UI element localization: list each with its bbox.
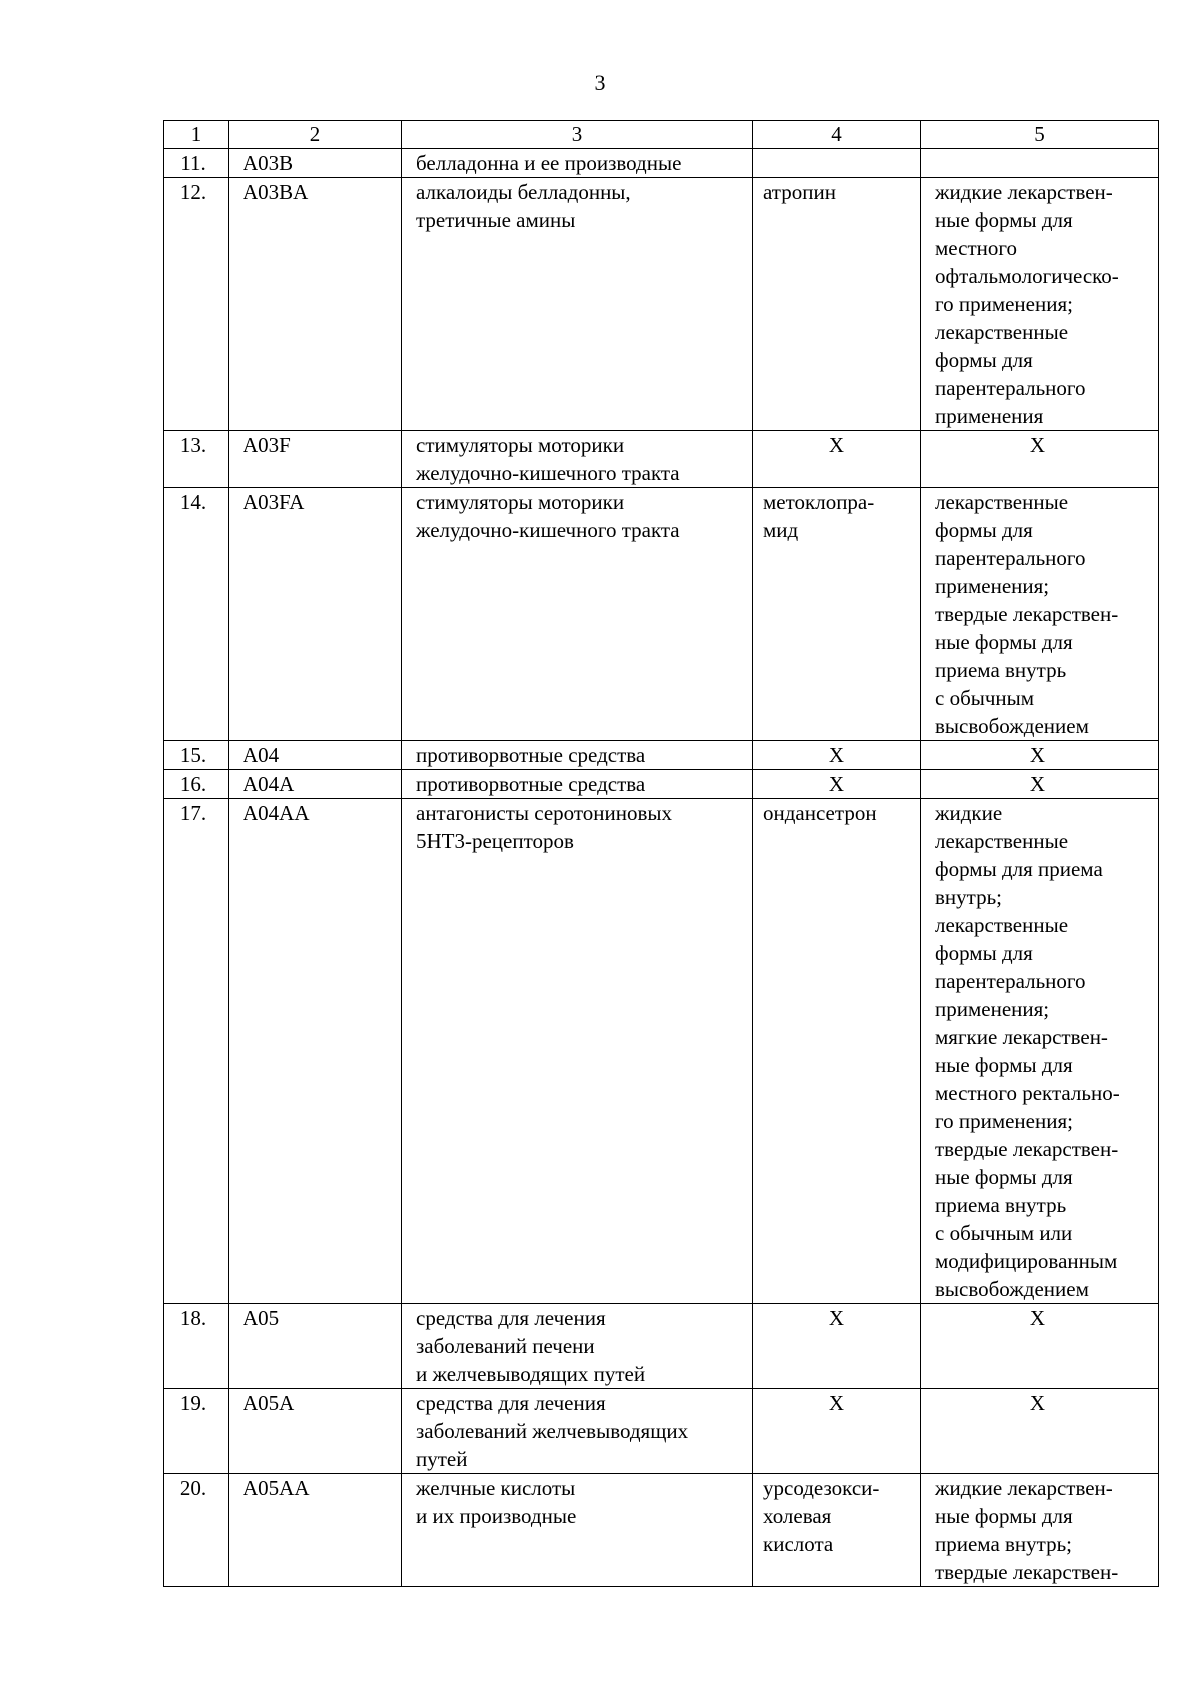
atc-code-text: A04 xyxy=(243,743,280,767)
table-row xyxy=(164,799,1159,1304)
dosage-form-text: жидкие лекарствен- ные формы для местного офтальмологическо- го применения; лекарственные формы для парентерального применения xyxy=(935,180,1119,428)
dosage-form-cell xyxy=(921,1474,1159,1587)
drug-name-text: урсодезокси- холевая кислота xyxy=(763,1476,880,1556)
drug-name-cell xyxy=(753,741,921,770)
column-header: 1 xyxy=(164,121,229,149)
dosage-form-cell xyxy=(921,770,1159,799)
atc-group-text: антагонисты серотониновых 5HT3-рецепторов xyxy=(416,801,672,853)
row-number-cell xyxy=(164,1389,229,1474)
dosage-form-cell xyxy=(921,149,1159,178)
dosage-form-text: X xyxy=(1029,743,1046,767)
atc-group-cell xyxy=(402,741,753,770)
atc-code-text: A04A xyxy=(243,772,295,796)
row-number-text: 20. xyxy=(179,1476,207,1500)
atc-code-cell xyxy=(229,488,402,741)
drug-name-text: атропин xyxy=(763,180,836,204)
row-number-cell xyxy=(164,488,229,741)
column-header: 2 xyxy=(229,121,402,149)
atc-code-text: A05 xyxy=(243,1306,280,1330)
table-header-row xyxy=(164,121,1159,149)
dosage-form-cell xyxy=(921,431,1159,488)
row-number-text: 18. xyxy=(179,1306,207,1330)
row-number-cell xyxy=(164,149,229,178)
atc-code-cell xyxy=(229,799,402,1304)
dosage-form-text: X xyxy=(1029,1306,1046,1330)
row-number-text: 16. xyxy=(179,772,207,796)
drug-name-text: метоклопра- мид xyxy=(763,490,875,542)
dosage-form-text: X xyxy=(1029,1391,1046,1415)
atc-group-text: стимуляторы моторики желудочно-кишечного тракта xyxy=(416,490,680,542)
drug-name-cell xyxy=(753,488,921,741)
atc-group-cell xyxy=(402,149,753,178)
atc-group-text: алкалоиды белладонны, третичные амины xyxy=(416,180,631,232)
atc-group-text: белладонна и ее производные xyxy=(416,151,682,175)
column-header: 4 xyxy=(753,121,921,149)
dosage-form-text: жидкие лекарствен- ные формы для приема внутрь; твердые лекарствен- xyxy=(935,1476,1119,1584)
atc-code-text: A05AA xyxy=(243,1476,310,1500)
drug-name-text: X xyxy=(828,743,845,767)
atc-group-text: противорвотные средства xyxy=(416,743,646,767)
atc-code-cell xyxy=(229,1304,402,1389)
atc-code-text: A04AA xyxy=(243,801,310,825)
atc-group-cell xyxy=(402,1389,753,1474)
table-row xyxy=(164,741,1159,770)
atc-group-cell xyxy=(402,431,753,488)
row-number-text: 13. xyxy=(179,433,207,457)
table-row xyxy=(164,1474,1159,1587)
dosage-form-cell xyxy=(921,1304,1159,1389)
atc-group-cell xyxy=(402,770,753,799)
row-number-text: 15. xyxy=(179,743,207,767)
atc-code-cell xyxy=(229,741,402,770)
atc-group-cell xyxy=(402,488,753,741)
dosage-form-cell xyxy=(921,1389,1159,1474)
page-number: 3 xyxy=(594,70,606,95)
row-number-cell xyxy=(164,178,229,431)
row-number-text: 17. xyxy=(179,801,207,825)
atc-code-cell xyxy=(229,770,402,799)
table-row xyxy=(164,770,1159,799)
drug-name-cell xyxy=(753,770,921,799)
dosage-form-text: жидкие лекарственные формы для приема внутрь; лекарственные формы для парентерального применения; мягкие лекарствен- ные формы для местного ректально- го применения; твердые лекарствен- ные формы для приема внутрь с обычным или модифицированным высвобождением xyxy=(935,801,1120,1301)
dosage-form-cell xyxy=(921,741,1159,770)
row-number-cell xyxy=(164,799,229,1304)
atc-code-cell xyxy=(229,1389,402,1474)
atc-group-cell xyxy=(402,178,753,431)
atc-group-text: средства для лечения заболеваний печени и желчевыводящих путей xyxy=(416,1306,646,1386)
dosage-form-cell xyxy=(921,178,1159,431)
dosage-form-text: X xyxy=(1029,772,1046,796)
row-number-text: 11. xyxy=(180,151,206,175)
row-number-text: 14. xyxy=(179,490,207,514)
atc-code-cell xyxy=(229,431,402,488)
atc-code-cell xyxy=(229,1474,402,1587)
row-number-cell xyxy=(164,1304,229,1389)
dosage-form-text: лекарственные формы для парентерального применения; твердые лекарствен- ные формы для приема внутрь с обычным высвобождением xyxy=(935,490,1119,738)
atc-group-text: противорвотные средства xyxy=(416,772,646,796)
table-row xyxy=(164,1304,1159,1389)
drug-name-text: ондансетрон xyxy=(763,801,877,825)
column-header: 5 xyxy=(921,121,1159,149)
row-number-text: 19. xyxy=(179,1391,207,1415)
drug-name-text: X xyxy=(828,433,845,457)
row-number-cell xyxy=(164,770,229,799)
table-row xyxy=(164,488,1159,741)
atc-code-text: A05A xyxy=(243,1391,295,1415)
row-number-cell xyxy=(164,741,229,770)
dosage-form-cell xyxy=(921,799,1159,1304)
atc-group-text: желчные кислоты и их производные xyxy=(416,1476,577,1528)
atc-code-cell xyxy=(229,149,402,178)
table-row xyxy=(164,1389,1159,1474)
atc-group-cell xyxy=(402,799,753,1304)
drug-name-cell xyxy=(753,178,921,431)
dosage-form-text: X xyxy=(1029,433,1046,457)
atc-code-text: A03B xyxy=(243,151,294,175)
table-row xyxy=(164,178,1159,431)
drug-name-cell xyxy=(753,1389,921,1474)
atc-group-cell xyxy=(402,1474,753,1587)
drug-name-cell xyxy=(753,1304,921,1389)
drug-name-cell xyxy=(753,149,921,178)
drug-name-cell xyxy=(753,799,921,1304)
atc-group-cell xyxy=(402,1304,753,1389)
drug-name-cell xyxy=(753,1474,921,1587)
drug-name-text: X xyxy=(828,772,845,796)
atc-group-text: средства для лечения заболеваний желчевыводящих путей xyxy=(416,1391,689,1471)
column-header: 3 xyxy=(402,121,753,149)
row-number-cell xyxy=(164,1474,229,1587)
medicines-table xyxy=(163,120,1159,1587)
dosage-form-cell xyxy=(921,488,1159,741)
atc-group-text: стимуляторы моторики желудочно-кишечного тракта xyxy=(416,433,680,485)
drug-name-text: X xyxy=(828,1391,845,1415)
row-number-cell xyxy=(164,431,229,488)
drug-name-cell xyxy=(753,431,921,488)
atc-code-text: A03FA xyxy=(243,490,305,514)
drug-name-text: X xyxy=(828,1306,845,1330)
table-row xyxy=(164,149,1159,178)
row-number-text: 12. xyxy=(179,180,207,204)
atc-code-text: A03F xyxy=(243,433,291,457)
atc-code-cell xyxy=(229,178,402,431)
table-row xyxy=(164,431,1159,488)
atc-code-text: A03BA xyxy=(243,180,309,204)
